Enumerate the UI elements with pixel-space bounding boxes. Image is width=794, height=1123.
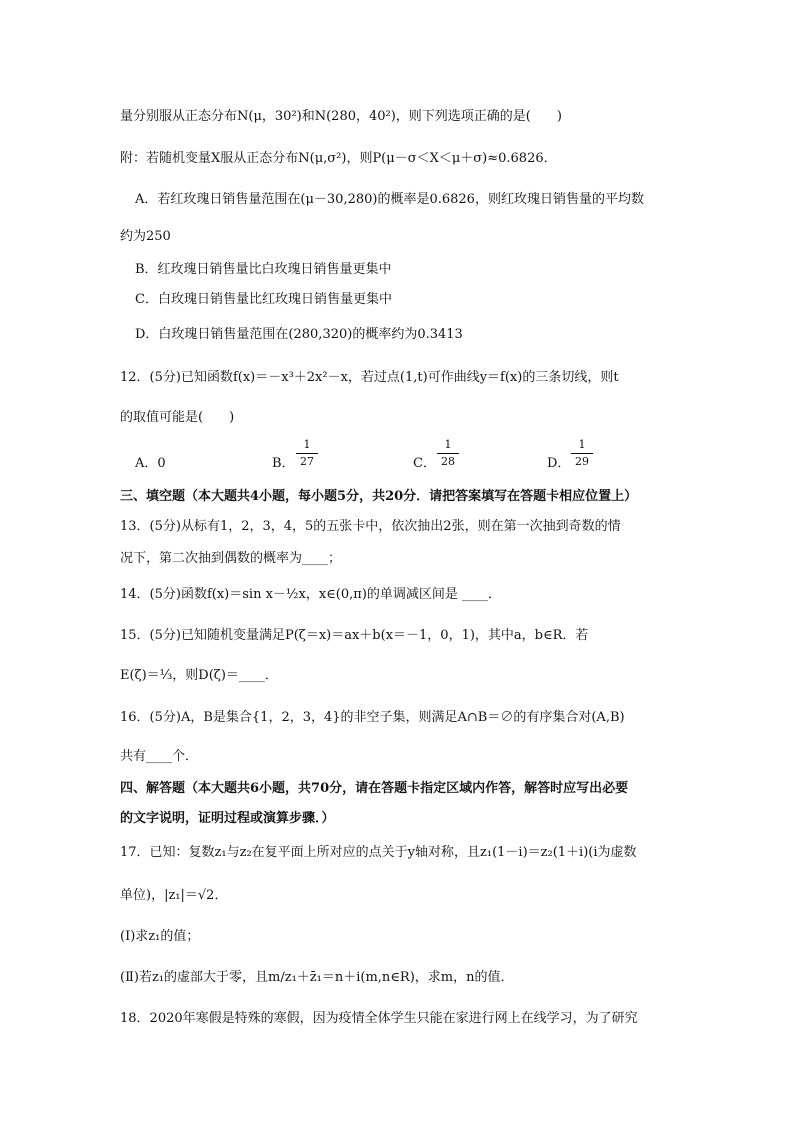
q12-stem-cont: 的取值可能是( ): [120, 410, 235, 425]
q12-option-d-den: 29: [575, 455, 589, 468]
q13-stem-cont: 况下，第二次抽到偶数的概率为____；: [120, 551, 342, 566]
q11-stem-line: 量分别服从正态分布N(μ，30²)和N(280，40²)，则下列选项正确的是( ): [120, 109, 562, 124]
q11-option-b: B．红玫瑰日销售量比白玫瑰日销售量更集中: [135, 262, 392, 277]
q18-stem: 18．2020年寒假是特殊的寒假，因为疫情全体学生只能在家进行网上在线学习，为了研究: [120, 1011, 638, 1026]
q12-option-c-den: 28: [441, 455, 455, 468]
q17-part-2: (Ⅱ)若z₁的虚部大于零，且m/z₁＋z̄₁＝n＋i(m,n∈R)，求m，n的值．: [120, 970, 514, 985]
q12-option-c-fraction: [437, 438, 459, 469]
q17-stem: 17．已知：复数z₁与z₂在复平面上所对应的点关于y轴对称，且z₁(1－i)＝z₂(1＋i)(i为虚数: [120, 845, 637, 860]
q12-option-a-value: 0: [157, 456, 166, 471]
q12-option-b-den: 27: [300, 455, 314, 468]
section-3-heading: 三、填空题（本大题共4小题，每小题5分，共20分．请把答案填写在答题卡相应位置上）: [120, 489, 638, 504]
q17-part-1: (Ⅰ)求z₁的值；: [120, 929, 200, 944]
q12-options: [0, 438, 794, 482]
q12-option-b-letter: B．: [272, 456, 295, 471]
q12-stem: 12．(5分)已知函数f(x)＝－x³＋2x²－x，若过点(1,t)可作曲线y＝f(x)的三条切线，则t: [120, 370, 619, 385]
q11-option-c: C．白玫瑰日销售量比红玫瑰日销售量更集中: [135, 292, 392, 307]
q12-option-c-letter: C．: [413, 456, 436, 471]
q11-option-d: D．白玫瑰日销售量范围在(280,320)的概率约为0.3413: [135, 327, 463, 342]
q12-option-a: [135, 452, 166, 471]
q17-stem-cont: 单位)，|z₁|＝√2．: [120, 888, 228, 903]
q12-option-b-fraction: [296, 438, 318, 469]
q11-option-a: A．若红玫瑰日销售量范围在(μ－30,280)的概率是0.6826，则红玫瑰日销售量的平均数: [135, 192, 644, 207]
q12-option-d-fraction: [571, 438, 593, 469]
section-4-heading-cont: 的文字说明，证明过程或演算步骤．）: [120, 811, 335, 826]
q11-note: 附：若随机变量X服从正态分布N(μ,σ²)，则P(μ－σ＜X＜μ＋σ)≈0.6826．: [120, 151, 557, 166]
q15-stem-cont: E(ζ)＝⅓，则D(ζ)＝____．: [120, 668, 278, 683]
q12-option-a-letter: A．: [135, 456, 158, 471]
q16-stem: 16．(5分)A，B是集合{1，2，3，4}的非空子集，则满足A∩B＝∅的有序集合对(A,B): [120, 710, 625, 725]
q16-stem-cont: 共有____个．: [120, 749, 199, 764]
q12-option-c-num: 1: [437, 438, 459, 454]
q13-stem: 13．(5分)从标有1，2，3，4，5的五张卡中，依次抽出2张，则在第一次抽到奇数的情: [120, 519, 621, 534]
q15-stem: 15．(5分)已知随机变量满足P(ζ＝x)＝ax＋b(x＝－1，0，1)，其中a，b∈R．若: [120, 628, 589, 643]
q12-option-b-num: 1: [296, 438, 318, 454]
q12-option-d-letter: D．: [547, 456, 571, 471]
q11-option-a-cont: 约为250: [120, 229, 171, 244]
q12-option-d-num: 1: [571, 438, 593, 454]
q14-stem: 14．(5分)函数f(x)＝sin x－½x，x∈(0,π)的单调减区间是 ____．: [120, 587, 502, 602]
section-4-heading: 四、解答题（本大题共6小题，共70分，请在答题卡指定区域内作答，解答时应写出必要: [120, 781, 629, 796]
